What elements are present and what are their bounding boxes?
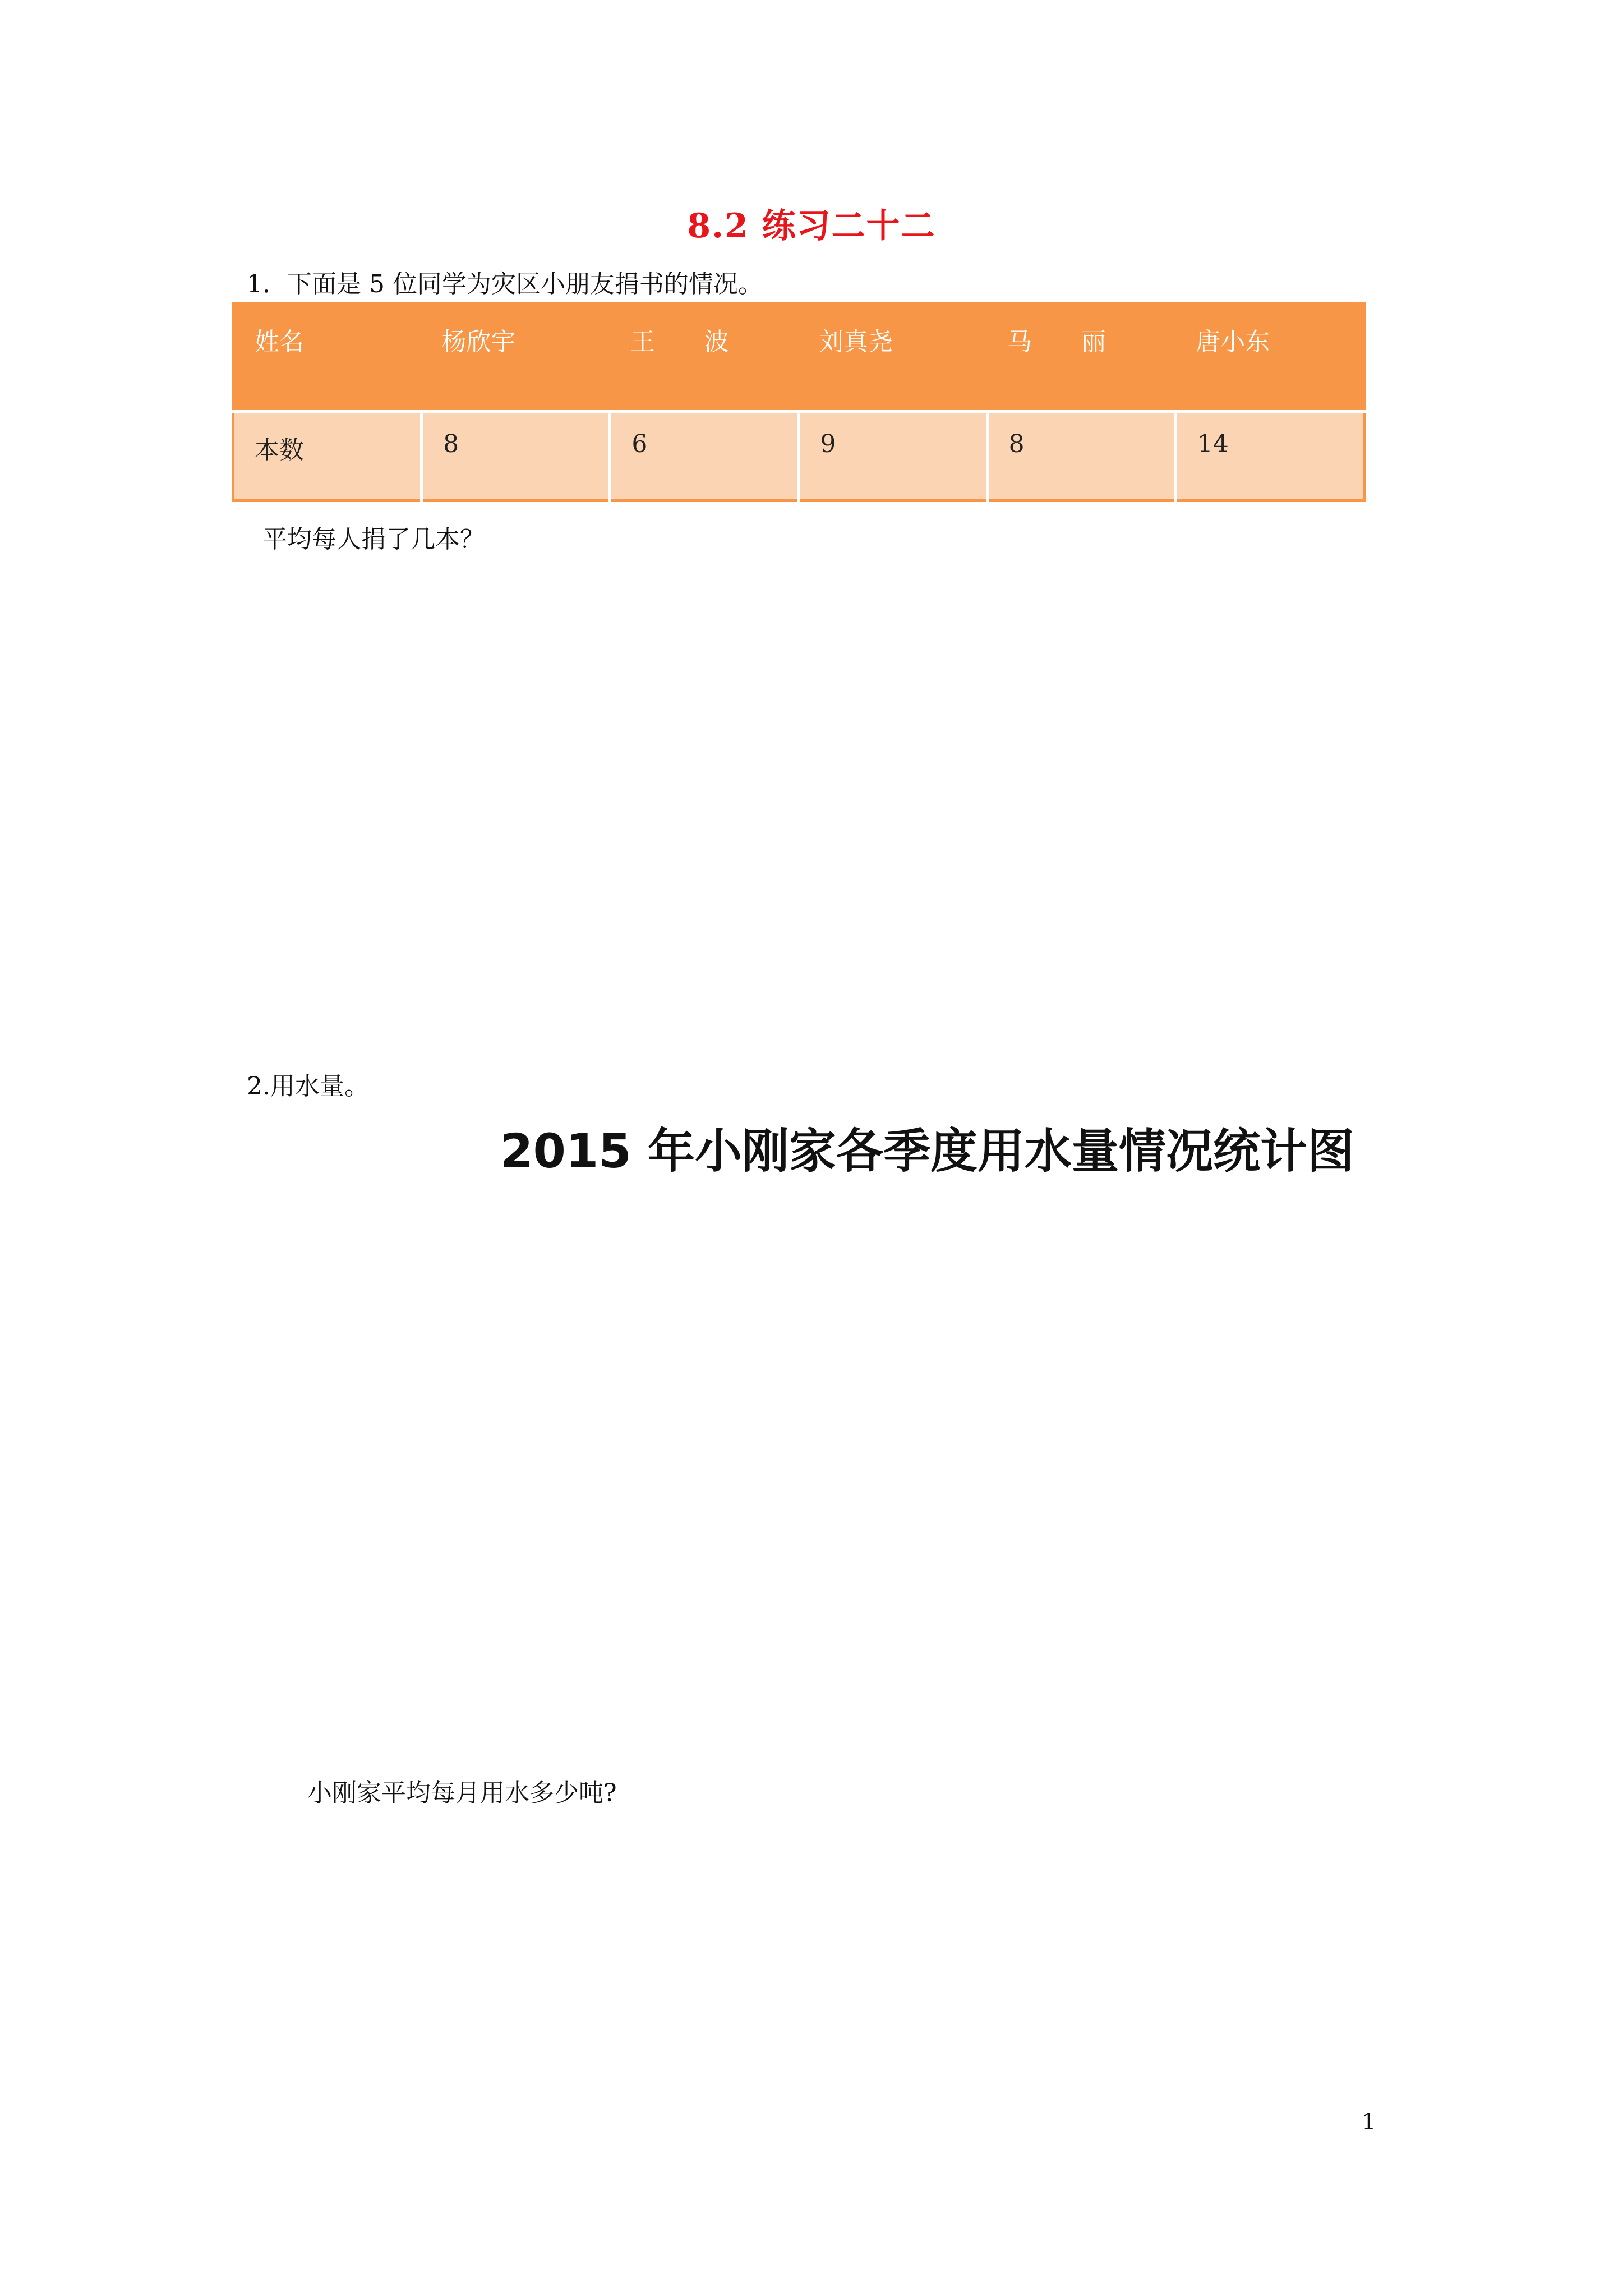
table-header-cell: 姓名	[255, 328, 304, 356]
question-1-prompt: 平均每人捐了几本？	[262, 525, 485, 554]
book-donation-table	[232, 302, 1366, 502]
table-cell: 本数	[233, 411, 422, 500]
page-number: 1	[1362, 2109, 1376, 2135]
table-cell: 8	[987, 411, 1175, 500]
table-header-cell: 唐小东	[1196, 328, 1270, 356]
question-2-text: 2.用水量。	[247, 1072, 369, 1101]
table-header-cell: 马 丽	[1007, 328, 1106, 356]
chart-title: 2015 年小刚家各季度用水量情况统计图	[500, 1124, 1355, 1179]
table-cell: 14	[1175, 411, 1364, 500]
question-2-prompt: 小刚家平均每月用水多少吨?	[307, 1779, 617, 1807]
table-header-cell: 王 波	[630, 328, 729, 356]
table-cell: 8	[422, 411, 610, 500]
table-cell: 6	[610, 411, 799, 500]
question-1-text: 1．下面是 5 位同学为灾区小朋友捐书的情况。	[247, 270, 763, 298]
table-cell: 9	[799, 411, 987, 500]
page-title: 8.2 练习二十二	[687, 206, 936, 246]
table-row	[233, 411, 1364, 500]
table-header-cell: 刘真尧	[818, 328, 893, 356]
table-header-row	[233, 303, 1364, 412]
table-header-cell: 杨欣宇	[441, 328, 516, 356]
